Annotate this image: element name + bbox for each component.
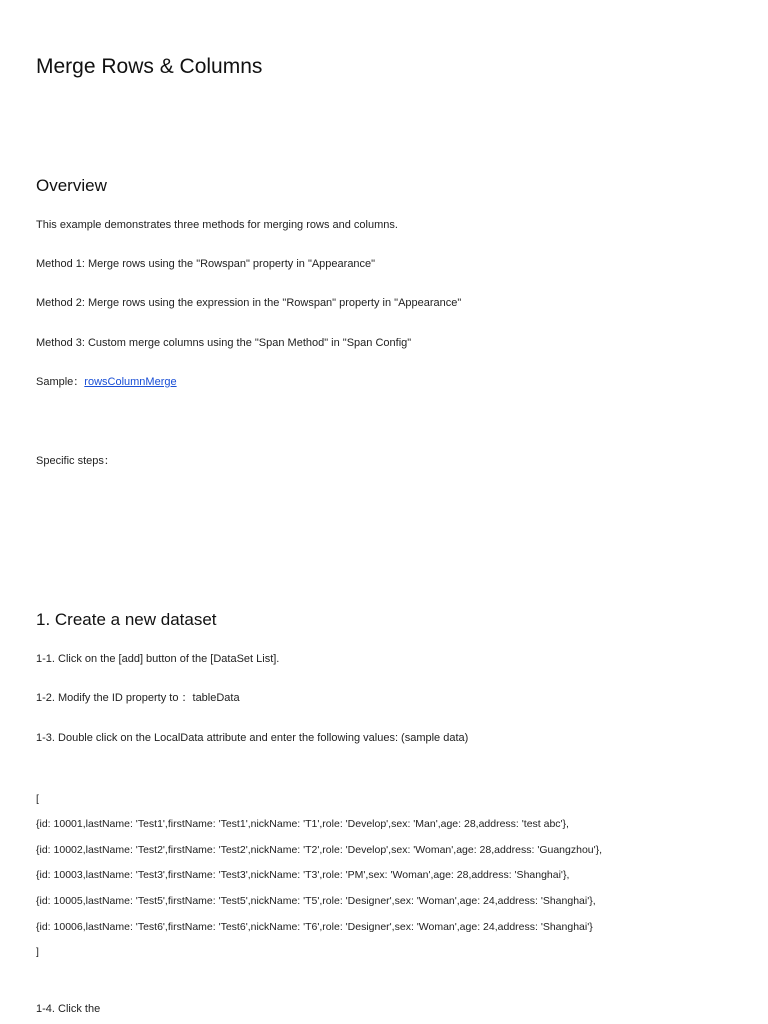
code-line: {id: 10002,lastName: 'Test2',firstName: 'Test2',nickName: 'T2',role: 'Develop',sex: 'Woman',age: 28,address: 'Guangzhou'}, xyxy=(36,844,603,856)
code-line: {id: 10006,lastName: 'Test6',firstName: 'Test6',nickName: 'T6',role: 'Designer',sex: 'Woman',age: 24,address: 'Shanghai'} xyxy=(36,921,593,933)
step-1-3: 1-3. Double click on the LocalData attribute and enter the following values: (sample data) xyxy=(36,732,469,744)
code-line: {id: 10003,lastName: 'Test3',firstName: 'Test3',nickName: 'T3',role: 'PM',sex: 'Woman',age: 28,address: 'Shanghai'}, xyxy=(36,869,570,881)
specific-steps-label: Specific steps： xyxy=(36,455,115,467)
section-1-heading: 1. Create a new dataset xyxy=(36,610,217,629)
step-1-4: 1-4. Click the xyxy=(36,1003,101,1015)
code-open-bracket: [ xyxy=(36,793,39,805)
method-1-text: Method 1: Merge rows using the "Rowspan" property in "Appearance" xyxy=(36,258,376,270)
sample-label: Sample： xyxy=(36,376,85,388)
page-title: Merge Rows & Columns xyxy=(36,55,263,78)
method-2-text: Method 2: Merge rows using the expression in the "Rowspan" property in "Appearance" xyxy=(36,297,462,309)
overview-intro: This example demonstrates three methods for merging rows and columns. xyxy=(36,219,398,231)
code-close-bracket: ] xyxy=(36,946,39,958)
sample-link[interactable]: rowsColumnMerge xyxy=(84,376,177,388)
code-line: {id: 10001,lastName: 'Test1',firstName: 'Test1',nickName: 'T1',role: 'Develop',sex: 'Man',age: 28,address: 'test abc'}, xyxy=(36,818,569,830)
method-3-text: Method 3: Custom merge columns using the "Span Method" in "Span Config" xyxy=(36,337,412,349)
code-line: {id: 10005,lastName: 'Test5',firstName: 'Test5',nickName: 'T5',role: 'Designer',sex: 'Woman',age: 24,address: 'Shanghai'}, xyxy=(36,895,596,907)
step-1-1: 1-1. Click on the [add] button of the [DataSet List]. xyxy=(36,653,280,665)
overview-heading: Overview xyxy=(36,176,107,195)
sample-line xyxy=(36,375,177,389)
step-1-2: 1-2. Modify the ID property to ：tableData xyxy=(36,692,240,704)
